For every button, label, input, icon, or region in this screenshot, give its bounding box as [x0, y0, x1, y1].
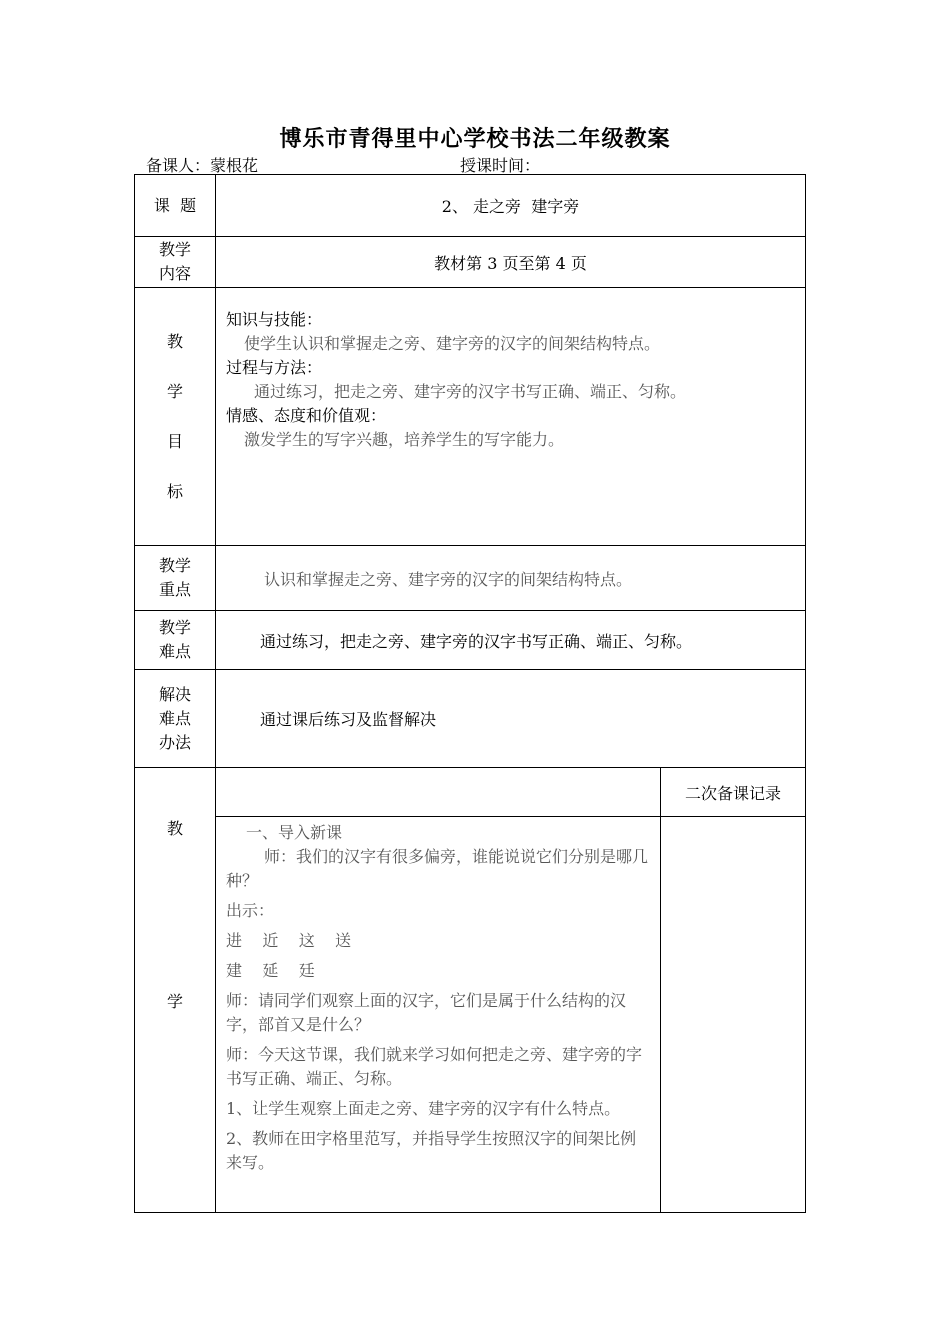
teaching-label-char: 教 [166, 819, 183, 838]
teaching-header-row [135, 768, 806, 817]
teaching-line: 一、导入新课 [246, 823, 343, 842]
teaching-line: 师：我们的汉字有很多偏旁，谁能说说它们分别是哪几种？ [226, 847, 649, 890]
teaching-body-row [135, 817, 806, 1213]
difficulty-label-line: 教学 [158, 618, 191, 637]
goal-label-char: 标 [166, 481, 183, 501]
teaching-line: 师：今天这节课，我们就来学习如何把走之旁、建字旁的字书写正确、端正、匀称。 [226, 1045, 643, 1088]
time-label: 授课时间： [460, 156, 541, 175]
topic-row [135, 175, 806, 237]
goal-label-char: 教 [166, 331, 183, 351]
goal-label-char: 目 [166, 431, 183, 451]
key-point-label [135, 546, 216, 611]
content-label [135, 237, 216, 288]
difficulty-label-line: 难点 [158, 642, 191, 661]
difficulty-label [135, 611, 216, 670]
goal-row [135, 288, 806, 546]
goal-label-char: 学 [166, 381, 183, 401]
teacher-name: 蒙根花 [210, 156, 259, 175]
goal-text: 使学生认识和掌握走之旁、建字旁的汉字的间架结构特点。 [244, 334, 661, 353]
goal-content [216, 288, 806, 546]
second-record-label: 二次备课记录 [661, 768, 806, 817]
teaching-line: 师：请同学们观察上面的汉字，它们是属于什么结构的汉字，部首又是什么？ [226, 991, 627, 1034]
goal-heading: 过程与方法： [226, 358, 323, 377]
document-title: 博乐市青得里中心学校书法二年级教案 [279, 126, 671, 152]
goal-heading: 知识与技能： [226, 310, 323, 329]
teacher-line [146, 153, 258, 176]
solution-row [135, 670, 806, 768]
teaching-content [216, 817, 661, 1213]
key-point-row [135, 546, 806, 611]
content-value: 教材第 3 页至第 4 页 [216, 237, 806, 288]
goal-text: 通过练习，把走之旁、建字旁的汉字书写正确、端正、匀称。 [254, 382, 687, 401]
solution-label-line: 解决 [158, 684, 191, 704]
teaching-line: 进 近 这 送 [226, 931, 352, 950]
key-point-label-line: 重点 [158, 580, 191, 599]
solution-value: 通过课后练习及监督解决 [216, 670, 806, 768]
teaching-label [135, 768, 216, 1213]
difficulty-row [135, 611, 806, 670]
solution-label [135, 670, 216, 768]
key-point-value: 认识和掌握走之旁、建字旁的汉字的间架结构特点。 [216, 546, 806, 611]
topic-value: 2、 走之旁 建字旁 [216, 175, 806, 237]
goal-heading: 情感、态度和价值观： [226, 406, 387, 425]
second-record-area [661, 817, 806, 1213]
content-label-line: 教学 [158, 240, 191, 259]
goal-text: 激发学生的写字兴趣，培养学生的写字能力。 [244, 430, 565, 449]
topic-label: 课 题 [135, 175, 216, 237]
teaching-line: 1、让学生观察上面走之旁、建字旁的汉字有什么特点。 [226, 1099, 621, 1118]
content-row [135, 237, 806, 288]
teacher-label: 备课人： [146, 156, 211, 175]
solution-label-line: 难点 [158, 708, 191, 728]
lesson-plan-table [134, 174, 806, 1213]
solution-label-line: 办法 [158, 732, 191, 752]
teaching-header-blank [216, 768, 661, 817]
difficulty-value: 通过练习，把走之旁、建字旁的汉字书写正确、端正、匀称。 [216, 611, 806, 670]
goal-label [135, 288, 216, 546]
teaching-line: 出示： [226, 901, 275, 920]
teaching-label-char: 学 [166, 992, 183, 1011]
teaching-line: 2、教师在田字格里范写，并指导学生按照汉字的间架比例来写。 [226, 1129, 637, 1172]
content-label-line: 内容 [158, 264, 191, 283]
teaching-line: 建 延 廷 [226, 961, 315, 980]
key-point-label-line: 教学 [158, 556, 191, 575]
